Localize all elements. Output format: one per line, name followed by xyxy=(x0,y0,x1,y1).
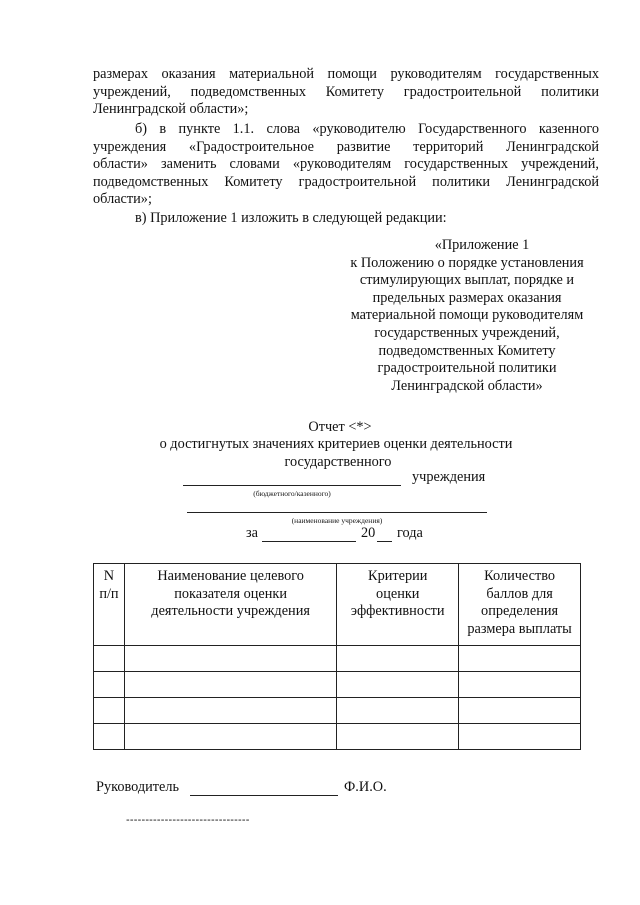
paragraph-2 xyxy=(93,121,599,209)
table-cell xyxy=(459,724,581,750)
table-cell xyxy=(337,646,459,672)
text-line: Ленинградской области»; xyxy=(93,101,249,117)
annex-line: предельных размерах оказания xyxy=(372,289,562,306)
report-subtitle-1: о достигнутых значениях критериев оценки деятельности xyxy=(159,436,513,452)
table-row xyxy=(94,672,581,698)
annex-line: градостроительной политики xyxy=(377,360,557,377)
signature-blank xyxy=(190,795,338,796)
period-prefix: за xyxy=(246,525,258,541)
table-cell xyxy=(124,698,336,724)
text-line: размерах оказания материальной помощи руководителям государственных xyxy=(93,66,599,82)
table-cell xyxy=(337,672,459,698)
period-blank xyxy=(262,541,356,542)
annex-line: стимулирующих выплат, порядке и xyxy=(359,272,575,289)
table-cell xyxy=(124,672,336,698)
table-row xyxy=(94,698,581,724)
report-table xyxy=(93,563,581,750)
institution-type-blank xyxy=(183,485,401,486)
period-year: 20 xyxy=(361,525,376,541)
table-cell xyxy=(337,698,459,724)
period-suffix: года xyxy=(397,525,423,541)
table-cell xyxy=(459,698,581,724)
text-line: учреждения «Градостроительное развитие территорий Ленинградской xyxy=(93,138,599,155)
table-row xyxy=(94,724,581,750)
table-row xyxy=(94,646,581,672)
annex-line: подведомственных Комитету xyxy=(378,342,556,359)
header-cell-number: N п/п xyxy=(94,564,125,646)
signature-name: Ф.И.О. xyxy=(344,779,387,795)
annex-block xyxy=(330,237,604,395)
report-subtitle-2: государственного xyxy=(284,454,392,470)
year-blank xyxy=(377,541,392,542)
annex-line: государственных учреждений, xyxy=(374,324,560,341)
text-line: подведомственных Комитету градостроительной политики Ленинградской xyxy=(93,173,599,190)
report-title: Отчет <*> xyxy=(308,419,372,435)
table-cell xyxy=(124,724,336,750)
paragraph-3 xyxy=(93,210,599,228)
footnote-rule: -------------------------------- xyxy=(126,814,250,826)
annex-line: «Приложение 1 xyxy=(434,237,530,253)
signature-label: Руководитель xyxy=(96,779,180,795)
text-line: в) Приложение 1 изложить в следующей редакции: xyxy=(135,210,447,226)
text-line: области» заменить словами «руководителям государственных учреждений, xyxy=(93,156,599,172)
text-line: б) в пункте 1.1. слова «руководителю Государственного казенного xyxy=(135,121,599,137)
table-cell xyxy=(94,646,125,672)
table-cell xyxy=(94,672,125,698)
text-line: учреждений, подведомственных Комитету градостроительной политики xyxy=(93,83,599,100)
annex-line: материальной помощи руководителям xyxy=(350,307,584,324)
text-line: области»; xyxy=(93,191,152,207)
table-header-row xyxy=(94,564,581,646)
table-cell xyxy=(94,698,125,724)
institution-type-hint: (бюджетного/казенного) xyxy=(253,489,331,498)
institution-word: учреждения xyxy=(412,469,486,485)
table-cell xyxy=(124,646,336,672)
paragraph-1 xyxy=(93,66,599,119)
annex-line: Ленинградской области» xyxy=(391,377,543,394)
institution-name-hint: (наименование учреждения) xyxy=(291,516,383,525)
header-cell-points: Количество баллов для определения размера выплаты xyxy=(459,564,581,646)
table-cell xyxy=(337,724,459,750)
table-cell xyxy=(94,724,125,750)
table-cell xyxy=(459,672,581,698)
table-cell xyxy=(459,646,581,672)
header-cell-criteria: Критерии оценки эффективности xyxy=(337,564,459,646)
header-cell-indicator: Наименование целевого показателя оценки деятельности учреждения xyxy=(124,564,336,646)
institution-name-blank xyxy=(187,512,487,513)
annex-line: к Положению о порядке установления xyxy=(350,254,584,271)
